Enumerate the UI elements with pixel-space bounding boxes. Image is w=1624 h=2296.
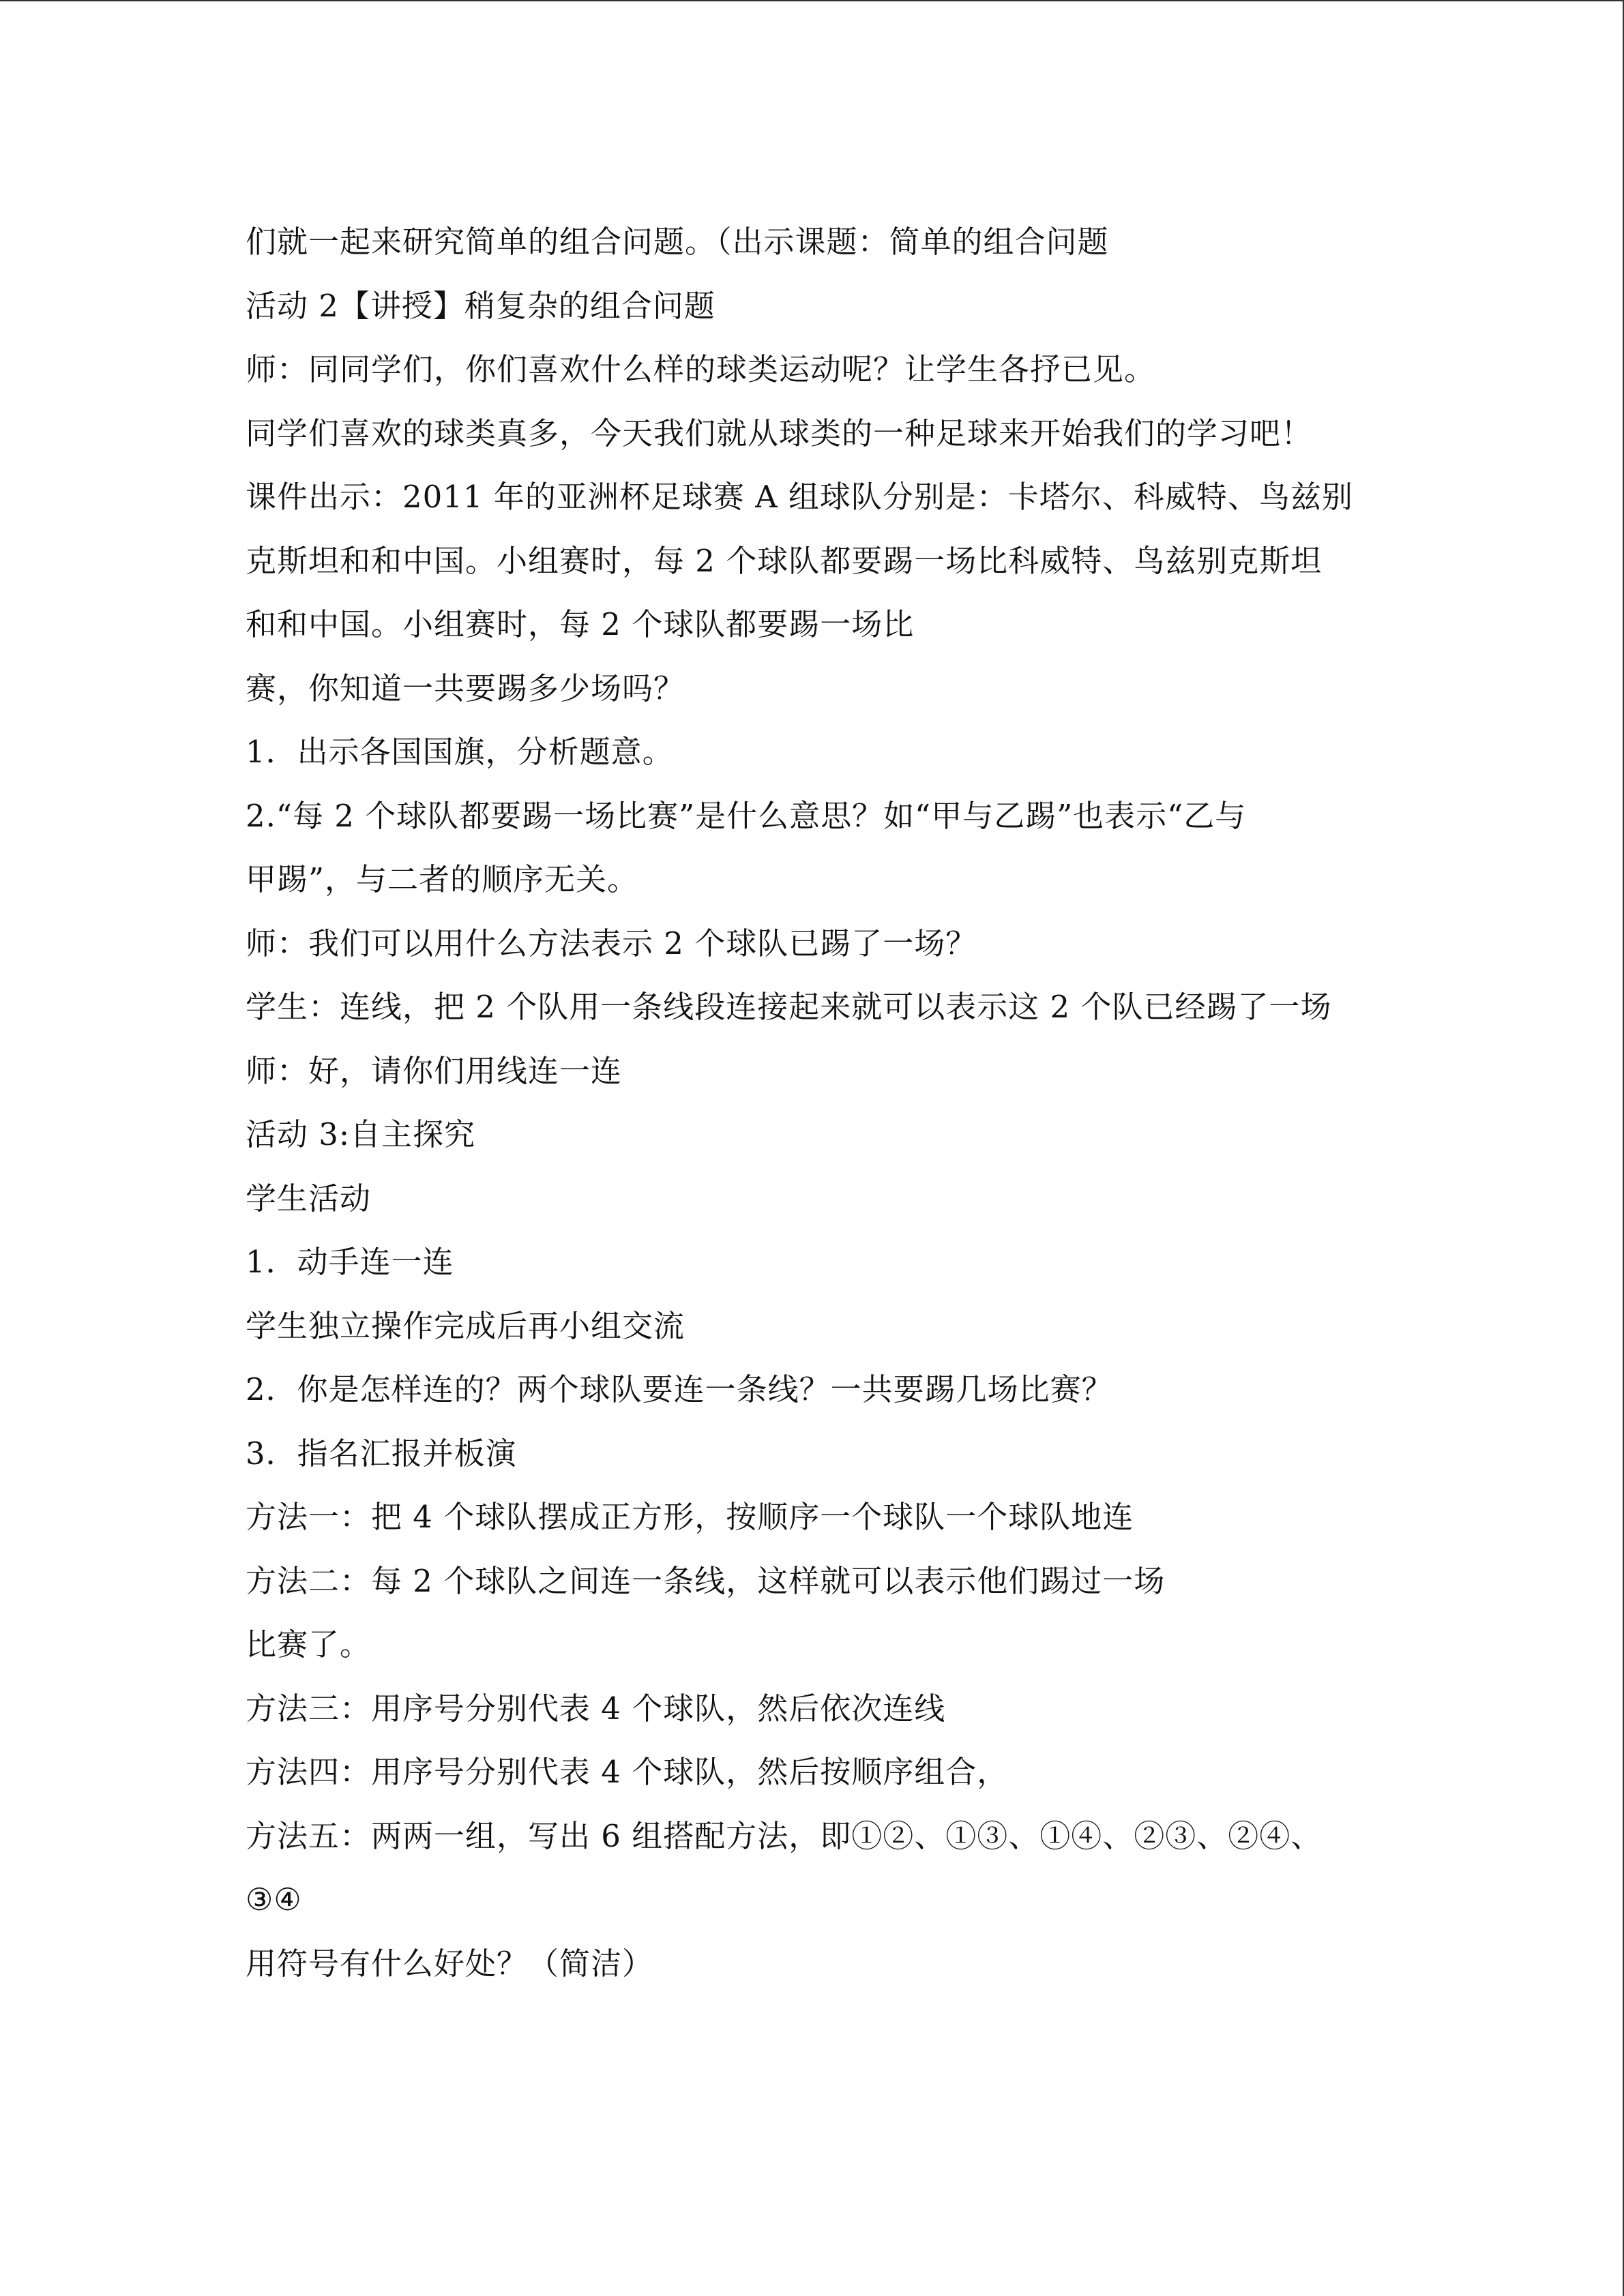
text-line: 3．指名汇报并板演	[246, 1435, 517, 1472]
text-line: 克斯坦和和中国。小组赛时，每 2 个球队都要踢一场比科威特、鸟兹别克斯坦	[246, 542, 1323, 579]
text-line: 赛，你知道一共要踢多少场吗？	[246, 670, 685, 706]
method-line: 方法二：每 2 个球队之间连一条线，这样就可以表示他们踢过一场	[246, 1562, 1166, 1599]
text-line: 甲踢”，与二者的顺序无关。	[246, 861, 639, 897]
text-line: 课件出示：2011 年的亚洲杯足球赛 A 组球队分别是：卡塔尔、科威特、鸟兹别	[246, 479, 1353, 515]
text-line: 学生：连线，把 2 个队用一条线段连接起来就可以表示这 2 个队已经踢了一场	[246, 989, 1332, 1025]
text-line: 1．动手连一连	[246, 1244, 454, 1280]
text-line: 们就一起来研究简单的组合问题。（出示课题：简单的组合问题	[246, 224, 1109, 260]
text-line: 学生独立操作完成后再小组交流	[246, 1307, 685, 1344]
text-line: 2.“每 2 个球队都要踢一场比赛”是什么意思？如“甲与乙踢”也表示“乙与	[246, 797, 1247, 834]
document-body	[246, 210, 1391, 1995]
text-line: 用符号有什么好处？（简洁）	[246, 1945, 654, 1982]
text-line: 比赛了。	[246, 1626, 372, 1663]
text-line: 1．出示各国国旗，分析题意。	[246, 734, 674, 770]
text-line: 和和中国。小组赛时，每 2 个球队都要踢一场比	[246, 606, 915, 642]
activity-heading: 活动 2【讲授】稍复杂的组合问题	[246, 287, 715, 324]
text-line: 师：同同学们，你们喜欢什么样的球类运动呢？让学生各抒已见。	[246, 351, 1156, 387]
text-line: 师：我们可以用什么方法表示 2 个球队已踢了一场？	[246, 925, 977, 961]
method-line: 方法一：把 4 个球队摆成正方形，按顺序一个球队一个球队地连	[246, 1499, 1134, 1535]
text-line: 2．你是怎样连的？两个球队要连一条线？一共要踢几场比赛？	[246, 1371, 1113, 1407]
text-line: 师：好，请你们用线连一连	[246, 1052, 623, 1089]
activity-heading: 活动 3:自主探究	[246, 1116, 476, 1152]
method-line: 方法三：用序号分别代表 4 个球队，然后依次连线	[246, 1690, 946, 1727]
text-line: ③④	[246, 1881, 302, 1918]
text-line: 学生活动	[246, 1180, 372, 1217]
method-line: 方法四：用序号分别代表 4 个球队，然后按顺序组合，	[246, 1754, 1009, 1790]
text-line: 同学们喜欢的球类真多，今天我们就从球类的一种足球来开始我们的学习吧！	[246, 415, 1313, 451]
method-line: 方法五：两两一组，写出 6 组搭配方法，即①②、①③、①④、②③、②④、	[246, 1817, 1323, 1854]
